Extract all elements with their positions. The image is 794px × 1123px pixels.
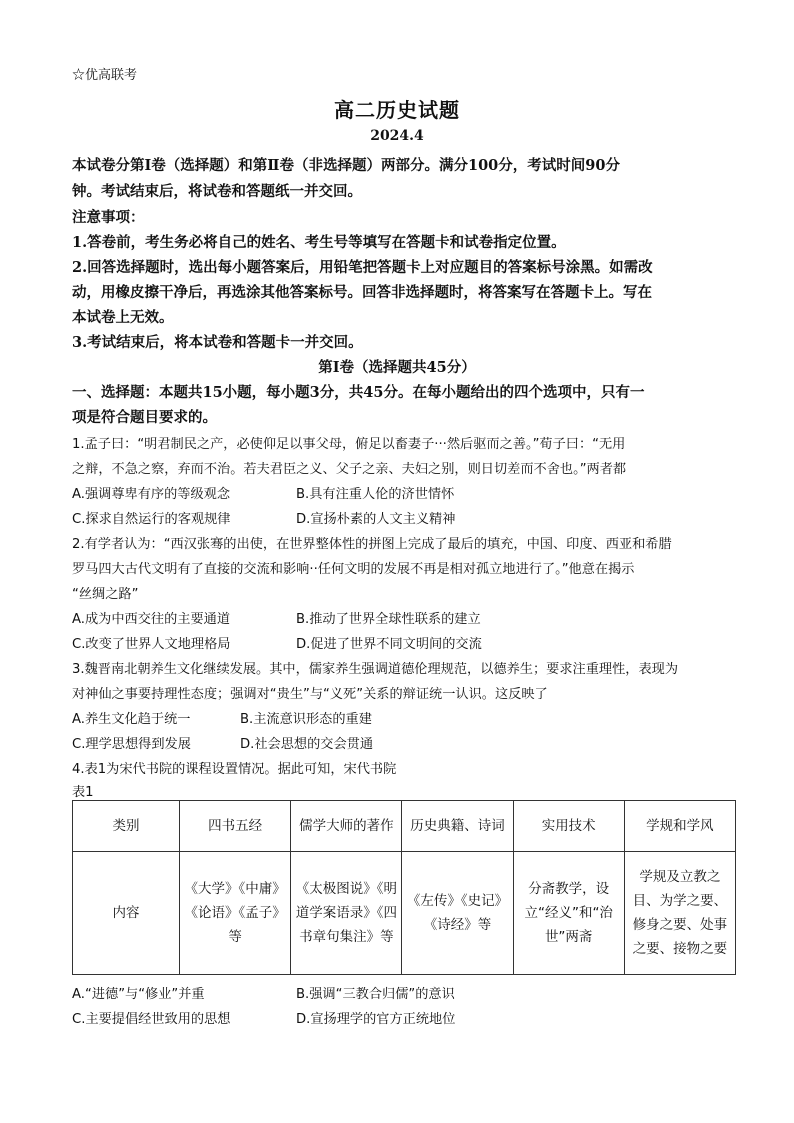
q4-option-d: D.宣扬理学的官方正统地位 <box>296 1012 456 1027</box>
q1-stem-line-1: 1.孟子曰：“明君制民之产，必使仰足以事父母，俯足以畜妻子···然后驱而之善。”荀子曰：“无用 <box>72 437 626 452</box>
q2-stem-line-2: 罗马四大古代文明有了直接的交流和影响··任何文明的发展不再是相对孤立地进行了。”他意在揭示 <box>72 562 635 577</box>
q1-option-a: A.强调尊卑有序的等级观念 <box>72 487 231 502</box>
table-header-cell: 类别 <box>73 801 180 852</box>
table-cell: 《大学》《中庸》《论语》《孟子》等 <box>180 852 291 975</box>
table-cell: 分斋教学，设立“经义”和“治世”两斋 <box>513 852 624 975</box>
q4-option-a: A.“进德”与“修业”并重 <box>72 987 205 1002</box>
q2-option-a: A.成为中西交往的主要通道 <box>72 612 231 627</box>
q2-option-b: B.推动了世界全球性联系的建立 <box>296 612 481 627</box>
q1-option-b: B.具有注重人伦的济世情怀 <box>296 487 455 502</box>
q2-option-c: C.改变了世界人文地理格局 <box>72 637 231 652</box>
q3-stem-line-1: 3.魏晋南北朝养生文化继续发展。其中，儒家养生强调道德伦理规范，以德养生；要求注重理性，表现为 <box>72 662 679 677</box>
notice-item-2-line-2: 动，用橡皮擦干净后，再选涂其他答案标号。回答非选择题时，将答案写在答题卡上。写在 <box>72 284 652 301</box>
section-instruction-line-1: 一、选择题：本题共15小题，每小题3分，共45分。在每小题给出的四个选项中，只有一 <box>72 384 645 401</box>
notice-item-2-line-1: 2.回答选择题时，选出每小题答案后，用铅笔把答题卡上对应题目的答案标号涂黑。如需改 <box>72 259 653 276</box>
q3-option-d: D.社会思想的交会贯通 <box>240 737 374 752</box>
section-instruction-line-2: 项是符合题目要求的。 <box>72 409 217 426</box>
table-cell: 《太极图说》《明道学案语录》《四书章句集注》等 <box>291 852 402 975</box>
q4-option-b: B.强调“三教合归儒”的意识 <box>296 987 455 1002</box>
q1-stem-line-2: 之辩，不急之察，弃而不治。若夫君臣之义、父子之亲、夫妇之别，则日切差而不舍也。”两者都 <box>72 462 627 477</box>
table-row-label: 内容 <box>73 852 180 975</box>
table-header-row <box>73 801 736 852</box>
table-cell: 学规及立教之目、为学之要、修身之要、处事之要、接物之要 <box>624 852 735 975</box>
table-header-cell: 学规和学风 <box>624 801 735 852</box>
table-row <box>73 852 736 975</box>
q3-option-b: B.主流意识形态的重建 <box>240 712 372 727</box>
notice-item-3: 3.考试结束后，将本试卷和答题卡一并交回。 <box>72 334 363 351</box>
table-header-cell: 儒学大师的著作 <box>291 801 402 852</box>
q1-option-d: D.宣扬朴素的人文主义精神 <box>296 512 456 527</box>
header-mark: ☆优高联考 <box>72 68 138 83</box>
course-table <box>72 800 736 975</box>
q2-stem-line-3: “丝绸之路” <box>72 587 139 602</box>
table-label: 表1 <box>72 785 94 800</box>
exam-date: 2024.4 <box>370 128 424 144</box>
section-heading: 第Ⅰ卷（选择题共45分） <box>318 359 476 376</box>
q3-option-a: A.养生文化趋于统一 <box>72 712 191 727</box>
intro-line-1: 本试卷分第Ⅰ卷（选择题）和第Ⅱ卷（非选择题）两部分。满分100分，考试时间90分 <box>72 157 620 174</box>
q3-stem-line-2: 对神仙之事要持理性态度；强调对“贵生”与“义死”关系的辩证统一认识。这反映了 <box>72 687 548 702</box>
q2-option-d: D.促进了世界不同文明间的交流 <box>296 637 482 652</box>
table-header-cell: 四书五经 <box>180 801 291 852</box>
table-header-cell: 实用技术 <box>513 801 624 852</box>
notice-item-1: 1.答卷前，考生务必将自己的姓名、考生号等填写在答题卡和试卷指定位置。 <box>72 234 566 251</box>
notice-item-2-line-3: 本试卷上无效。 <box>72 309 174 326</box>
intro-line-2: 钟。考试结束后，将试卷和答题纸一并交回。 <box>72 183 362 200</box>
page-title: 高二历史试题 <box>334 98 460 122</box>
q1-option-c: C.探求自然运行的客观规律 <box>72 512 231 527</box>
table-header-cell: 历史典籍、诗词 <box>402 801 513 852</box>
table-cell: 《左传》《史记》《诗经》等 <box>402 852 513 975</box>
q2-stem-line-1: 2.有学者认为：“西汉张骞的出使，在世界整体性的拼图上完成了最后的填充，中国、印度、西亚和希腊 <box>72 537 672 552</box>
notice-heading: 注意事项： <box>72 209 145 226</box>
q4-option-c: C.主要提倡经世致用的思想 <box>72 1012 231 1027</box>
q3-option-c: C.理学思想得到发展 <box>72 737 191 752</box>
q4-stem-line-1: 4.表1为宋代书院的课程设置情况。据此可知，宋代书院 <box>72 762 397 777</box>
